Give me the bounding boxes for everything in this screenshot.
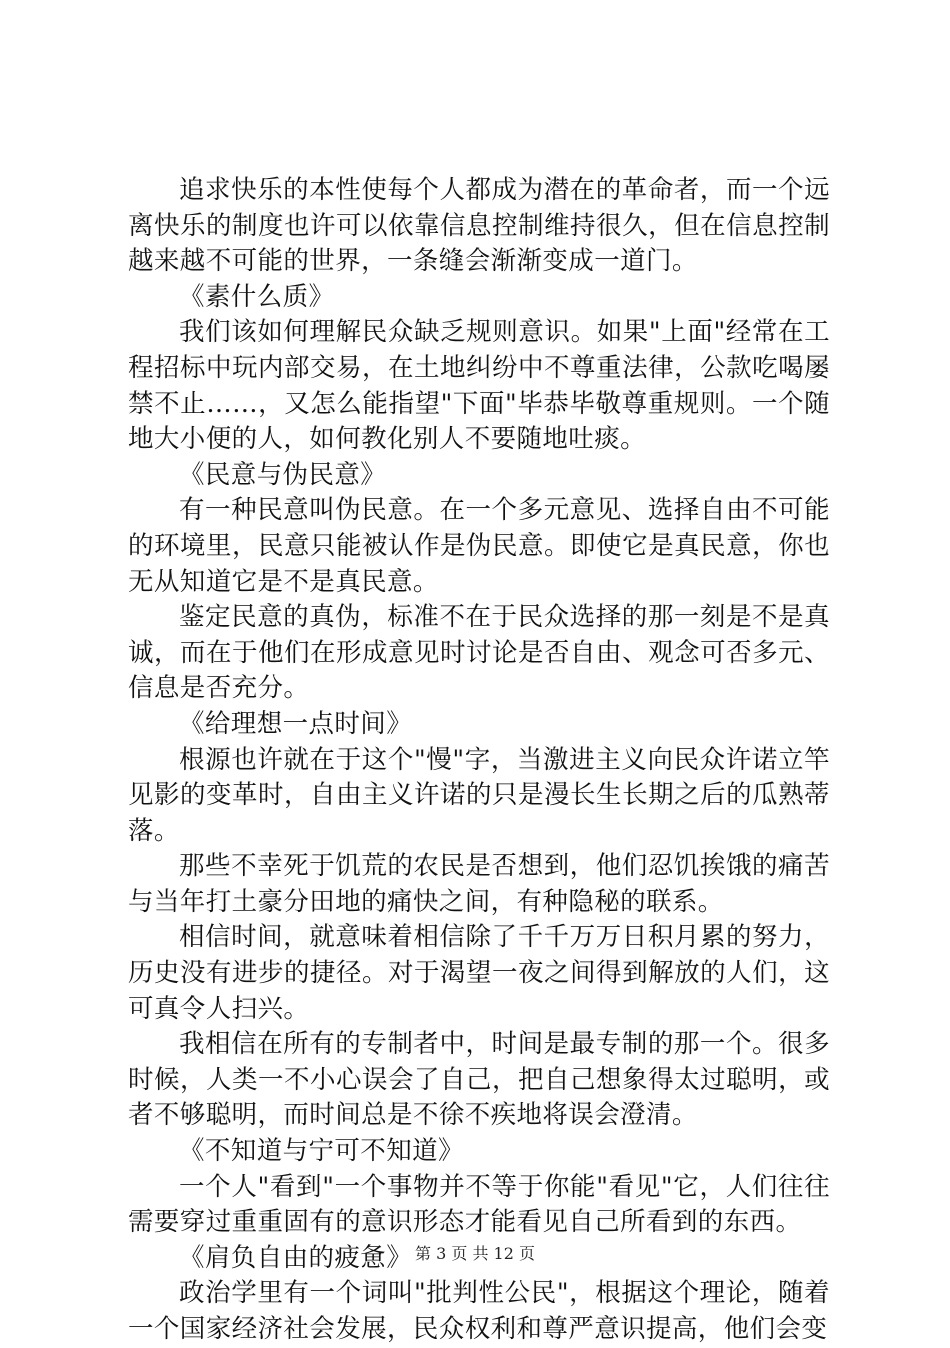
section-heading: 《肩负自由的疲惫》 — [179, 1242, 413, 1273]
paragraph: 追求快乐的本性使每个人都成为潜在的革命者，而一个远离快乐的制度也许可以依靠信息控制维持很久，但在信息控制越来越不可能的世界，一条缝会渐渐变成一道门。 — [128, 175, 830, 277]
page-footer — [0, 1244, 950, 1264]
paragraph: 根源也许就在于这个"慢"字，当激进主义向民众许诺立竿见影的变革时，自由主义许诺的只是漫长生长期之后的瓜熟蒂落。 — [128, 744, 830, 846]
paragraph: 我们该如何理解民众缺乏规则意识。如果"上面"经常在工程招标中玩内部交易，在土地纠纷中不尊重法律，公款吃喝屡禁不止……，又怎么能指望"下面"毕恭毕敬尊重规则。一个随地大小便的人，如何教化别人不要随地吐痰。 — [128, 317, 830, 455]
paragraph: 鉴定民意的真伪，标准不在于民众选择的那一刻是不是真诚，而在于他们在形成意见时讨论是否自由、观念可否多元、信息是否充分。 — [128, 602, 830, 704]
paragraph: 一个人"看到"一个事物并不等于你能"看见"它，人们往往需要穿过重重固有的意识形态才能看见自己所看到的东西。 — [128, 1171, 830, 1238]
section-heading: 《给理想一点时间》 — [179, 708, 413, 739]
page-number-label: 第 3 页 共 12 页 — [415, 1244, 535, 1263]
section-heading: 《不知道与宁可不知道》 — [179, 1136, 464, 1167]
section-heading: 《素什么质》 — [179, 281, 335, 312]
paragraph: 政治学里有一个词叫"批判性公民"，根据这个理论，随着一个国家经济社会发展，民众权利和尊严意识提高，他们会变 — [128, 1278, 830, 1344]
paragraph: 那些不幸死于饥荒的农民是否想到，他们忍饥挨饿的痛苦与当年打土豪分田地的痛快之间，有种隐秘的联系。 — [128, 851, 830, 917]
paragraph: 相信时间，就意味着相信除了千千万万日积月累的努力，历史没有进步的捷径。对于渴望一夜之间得到解放的人们，这可真令人扫兴。 — [128, 922, 830, 1024]
document-body — [128, 173, 830, 1348]
section-heading: 《民意与伪民意》 — [179, 459, 387, 490]
paragraph: 有一种民意叫伪民意。在一个多元意见、选择自由不可能的环境里，民意只能被认作是伪民意。即使它是真民意，你也无从知道它是不是真民意。 — [128, 495, 830, 597]
paragraph: 我相信在所有的专制者中，时间是最专制的那一个。很多时候，人类一不小心误会了自己，把自己想象得太过聪明，或者不够聪明，而时间总是不徐不疾地将误会澄清。 — [128, 1029, 830, 1131]
